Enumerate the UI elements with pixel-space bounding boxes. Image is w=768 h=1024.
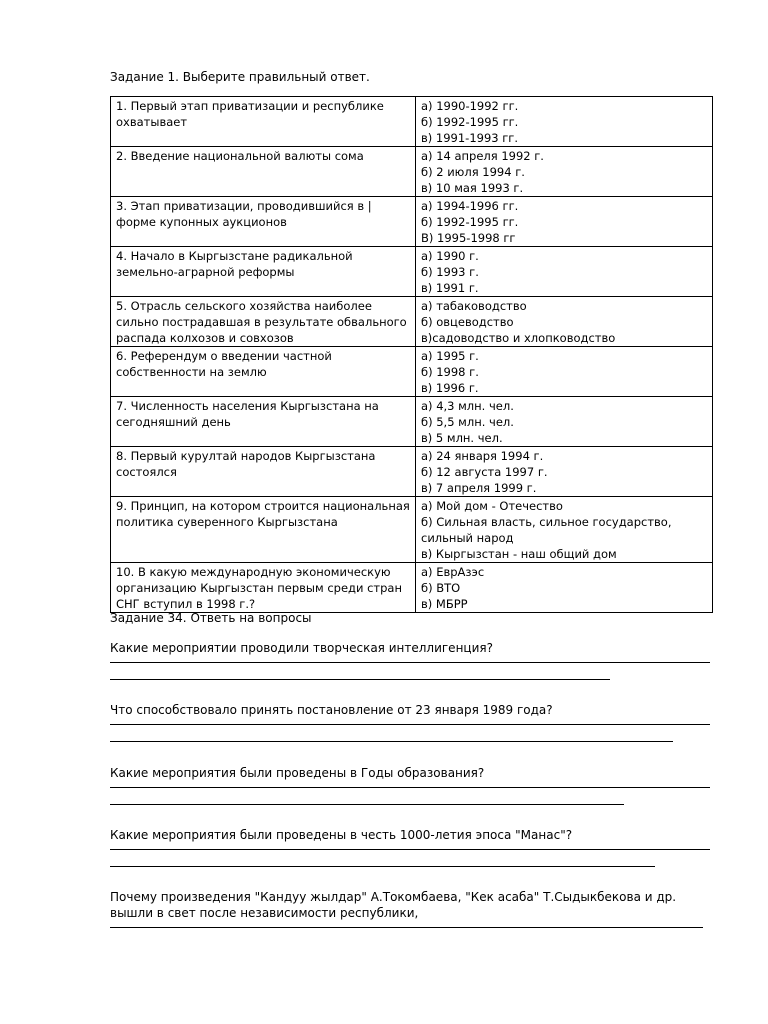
question-cell: 6. Референдум о введении частной собственности на землю: [111, 347, 416, 397]
options-cell: [416, 397, 713, 447]
answer-option: в) 10 мая 1993 г.: [421, 181, 524, 195]
answer-option: в) 7 апреля 1999 г.: [421, 481, 537, 495]
table-row: [111, 297, 713, 347]
answer-option: в) 5 млн. чел.: [421, 431, 503, 445]
task1-heading: Задание 1. Выберите правильный ответ.: [110, 70, 370, 84]
options-cell: [416, 197, 713, 247]
open-question: Почему произведения "Кандуу жылдар" А.Токомбаева, "Кек асаба" Т.Сыдыкбекова и др. вышли в свет после независимости республики,: [110, 890, 677, 920]
question-block: [110, 765, 710, 805]
answer-option: б) 1992-1995 гг.: [421, 115, 519, 129]
question-block: [110, 889, 710, 928]
answer-option: в) 1991-1993 гг.: [421, 131, 518, 145]
answer-option: а) Мой дом - Отечество: [421, 499, 563, 513]
answer-option: а) 4,3 млн. чел.: [421, 399, 514, 413]
answer-option: в) 1991 г.: [421, 281, 479, 295]
answer-option: б) овцеводство: [421, 315, 514, 329]
table-row: [111, 563, 713, 613]
answer-line[interactable]: [110, 804, 624, 805]
table-row: [111, 497, 713, 563]
answer-option: б) 5,5 млн. чел.: [421, 415, 514, 429]
table-row: [111, 347, 713, 397]
question-cell: 3. Этап приватизации, проводившийся в | форме купонных аукционов: [111, 197, 416, 247]
options-cell: [416, 497, 713, 563]
answer-option: а) 24 января 1994 г.: [421, 449, 544, 463]
question-cell: 8. Первый курултай народов Кыргызстана состоялся: [111, 447, 416, 497]
answer-option: а) 1990 г.: [421, 249, 479, 263]
answer-option: В) 1995-1998 гг: [421, 231, 516, 245]
options-cell: [416, 297, 713, 347]
question-cell: 4. Начало в Кыргызстане радикальной земельно-аграрной реформы: [111, 247, 416, 297]
answer-option: а) 1994-1996 гг.: [421, 199, 519, 213]
options-cell: [416, 97, 713, 147]
answer-option: а) ЕврАзэс: [421, 565, 485, 579]
answer-option: а) 1990-1992 гг.: [421, 99, 519, 113]
answer-line[interactable]: [110, 787, 710, 788]
answer-line[interactable]: [110, 741, 673, 742]
answer-option: б) 2 июля 1994 г.: [421, 165, 525, 179]
answer-line[interactable]: [110, 724, 710, 725]
open-question: Какие мероприятия были проведены в честь 1000-летия эпоса "Манас"?: [110, 828, 573, 842]
answer-option: б) Сильная власть, сильное государство, сильный народ: [421, 515, 672, 545]
question-cell: 7. Численность населения Кыргызстана на сегодняшний день: [111, 397, 416, 447]
answer-line[interactable]: [110, 849, 710, 850]
table-row: [111, 97, 713, 147]
table-row: [111, 397, 713, 447]
question-cell: 2. Введение национальной валюты сома: [111, 147, 416, 197]
options-cell: [416, 147, 713, 197]
options-cell: [416, 563, 713, 613]
answer-line[interactable]: [110, 662, 710, 663]
answer-option: б) 1998 г.: [421, 365, 479, 379]
answer-option: а) 14 апреля 1992 г.: [421, 149, 544, 163]
table-row: [111, 447, 713, 497]
answer-option: б) 1993 г.: [421, 265, 479, 279]
open-question: Что способствовало принять постановление от 23 января 1989 года?: [110, 703, 553, 717]
options-cell: [416, 447, 713, 497]
options-cell: [416, 347, 713, 397]
question-cell: 1. Первый этап приватизации и республике охватывает: [111, 97, 416, 147]
task34-heading: Задание 34. Ответь на вопросы: [110, 611, 312, 625]
answer-option: б) ВТО: [421, 581, 461, 595]
open-question: Какие мероприятии проводили творческая интеллигенция?: [110, 641, 493, 655]
quiz-table: [110, 96, 713, 613]
answer-option: в) Кыргызстан - наш общий дом: [421, 547, 617, 561]
table-row: [111, 147, 713, 197]
options-cell: [416, 247, 713, 297]
question-cell: 10. В какую международную экономическую организацию Кыргызстан первым среди стран СНГ вступил в 1998 г.?: [111, 563, 416, 613]
open-question: Какие мероприятия были проведены в Годы образования?: [110, 766, 485, 780]
answer-option: в)садоводство и хлопководство: [421, 331, 616, 345]
answer-option: б) 12 августа 1997 г.: [421, 465, 548, 479]
answer-option: б) 1992-1995 гг.: [421, 215, 519, 229]
answer-option: а) 1995 г.: [421, 349, 479, 363]
answer-option: в) 1996 г.: [421, 381, 479, 395]
question-cell: 5. Отрасль сельского хозяйства наиболее сильно пострадавшая в результате обвального распада колхозов и совхозов: [111, 297, 416, 347]
answer-line[interactable]: [110, 866, 655, 867]
answer-option: а) табаководство: [421, 299, 527, 313]
answer-line[interactable]: [110, 679, 610, 680]
question-block: [110, 640, 710, 680]
table-row: [111, 247, 713, 297]
table-row: [111, 197, 713, 247]
answer-line[interactable]: [110, 927, 703, 928]
question-cell: 9. Принцип, на котором строится национальная политика суверенного Кыргызстана: [111, 497, 416, 563]
question-block: [110, 702, 710, 742]
question-block: [110, 827, 710, 867]
answer-option: в) МБРР: [421, 597, 468, 611]
